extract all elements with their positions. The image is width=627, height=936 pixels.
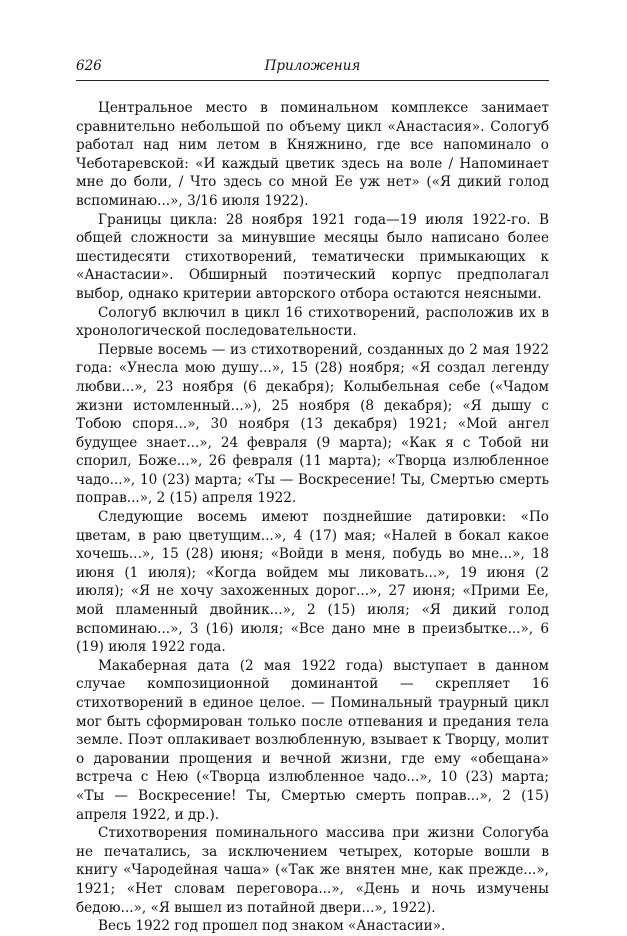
paragraph: Центральное место в поминальном комплексе занимает сравнительно небольшой по объему цикл «Анастасия». Сологуб работал над ним летом в Княжнино, где все напоминало о Чеботаревской: «И каждый цветик здесь на воле / Напоминает мне до боли, / Что здесь со мной Ее уж нет» («Я дикий голод вспоминаю...», 3/16 июля 1922). — [76, 100, 549, 209]
running-header — [76, 58, 549, 78]
page-number: 626 — [76, 58, 102, 74]
paragraph: Первые восемь — из стихотворений, созданных до 2 мая 1922 года: «Унесла мою душу...», 15 (28) ноября; «Я создал легенду любви...», 23 ноября (6 декабря); Колыбельная себе («Чадом жизни истомленный...»), 25 ноября (8 декабря); «Я дышу с Тобою споря...», 30 ноября (13 декабря) 1921; «Мой ангел будущее знает...», 24 февраля (9 марта); «Как я с Тобой ни спорил, Боже...», 26 февраля (11 марта); «Творца излюбленное чадо...», 10 (23) марта; «Ты — Воскресение! Ты, Смертью смерть поправ...», 2 (15) апреля 1922. — [76, 341, 549, 507]
paragraph: Стихотворения поминального массива при жизни Сологуба не печатались, за исключением четырех, которые вошли в книгу «Чародейная чаша» («Так же внятен мне, как прежде...», 1921; «Нет словам переговора...», «День и ночь измучены бедою...», «Я вышел из потайной двери...», 1922). — [76, 825, 549, 916]
paragraph: Макаберная дата (2 мая 1922 года) выступает в данном случае композиционной доминантой — скрепляет 16 стихотворений в единое целое. — Поминальный траурный цикл мог быть сформирован только после отпевания и предания тела земле. Поэт оплакивает возлюбленную, взывает к Творцу, молит о даровании прощения и вечной жизни, где ему «обещана» встреча с Нею («Творца излюбленное чадо...», 10 (23) марта; «Ты — Воскресение! Ты, Смертью смерть поправ...», 2 (15) апреля 1922, и др.). — [76, 657, 549, 823]
running-title: Приложения — [264, 58, 361, 74]
paragraph: Сологуб включил в цикл 16 стихотворений, расположив их в хронологической последовательности. — [76, 304, 549, 340]
paragraph: Весь 1922 год прошел под знаком «Анастасии». — [98, 918, 446, 935]
book-page — [76, 58, 549, 936]
header-rule — [76, 80, 549, 81]
body-text — [76, 99, 549, 936]
paragraph: Границы цикла: 28 ноября 1921 года—19 июля 1922-го. В общей сложности за минувшие месяцы было написано более шестидесяти стихотворений, тематически примыкающих к «Анастасии». Обширный поэтический корпус предполагал выбор, однако критерии авторского отбора остаются неясными. — [76, 211, 549, 302]
paragraph: Следующие восемь имеют позднейшие датировки: «По цветам, в раю цветущим...», 4 (17) мая; «Налей в бокал какое хочешь...», 15 (28) июня; «Войди в меня, побудь во мне...», 18 июня (1 июля); «Когда войдем мы ликовать...», 19 июня (2 июля); «Я не хочу захоженных дорог...», 27 июня; «Прими Ее, мой пламенный двойник...», 2 (15) июля; «Я дикий голод вспоминаю...», 3 (16) июля; «Все дано мне в преизбытке...», 6 (19) июля 1922 года. — [76, 509, 549, 656]
